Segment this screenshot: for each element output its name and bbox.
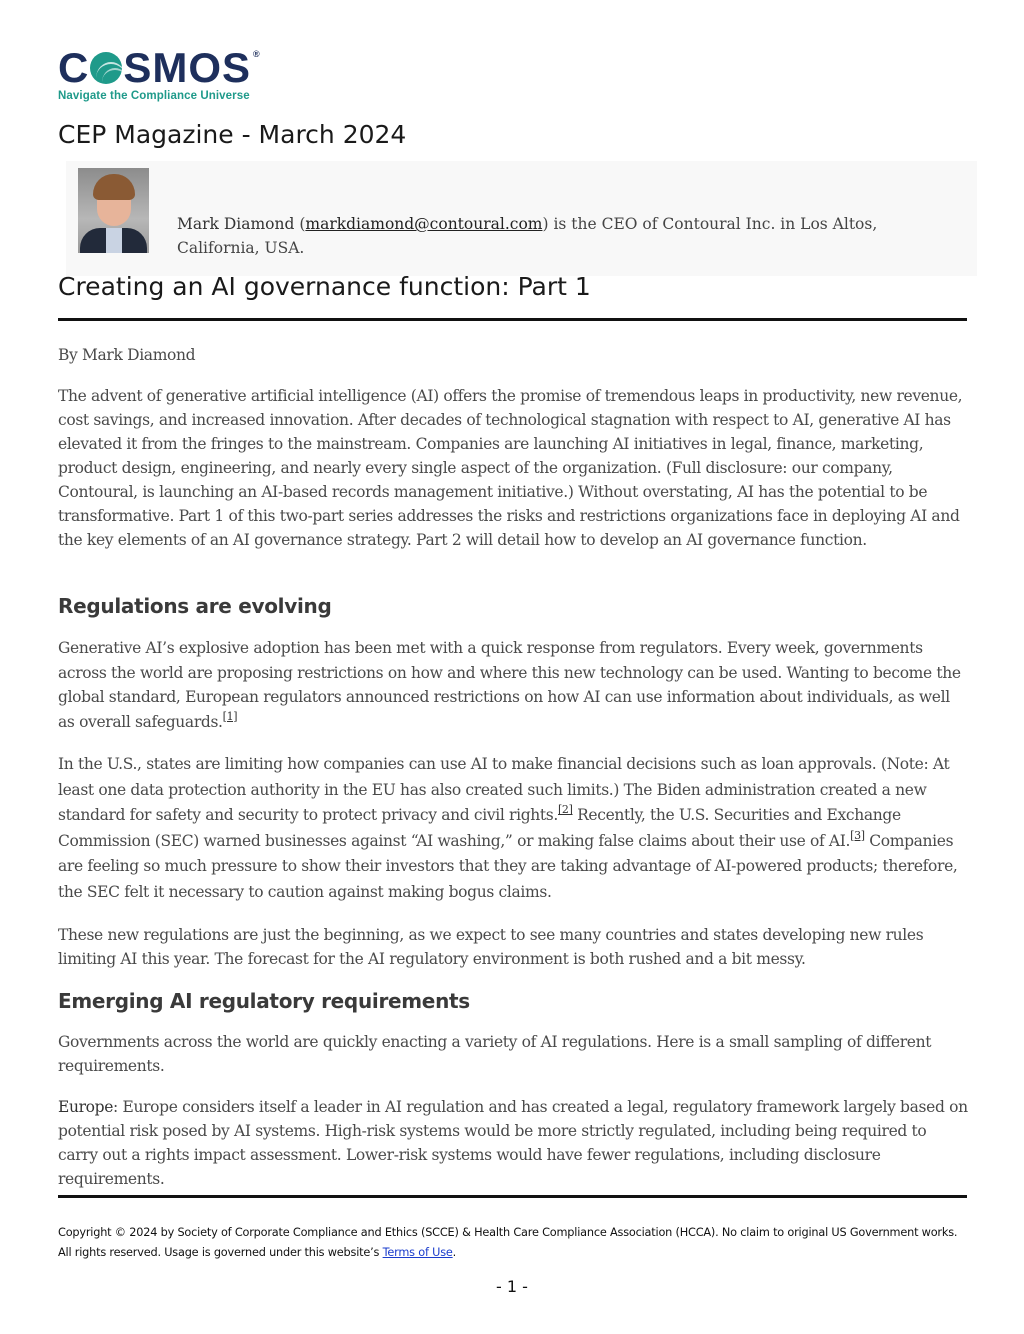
footnote-link-3[interactable]: [3] <box>850 828 865 842</box>
logo-letter-c: C <box>58 44 90 91</box>
author-headshot-icon <box>78 168 149 253</box>
paragraph-new-regulations: These new regulations are just the beginning, as we expect to see many countries and states developing new rules limiting AI this year. The forecast for the AI regulatory environment is both rushed and a bit messy. <box>58 926 924 968</box>
copyright-footer <box>58 1223 973 1263</box>
paragraph-text: In the U.S., states are limiting how companies can use AI to make financial decisions such as loan approvals. (Note: At least one data protection authority in the EU has also created such limits.) The Biden administration created a new standard for safety and security to protect privacy and civil rights. <box>58 755 950 824</box>
author-email-link[interactable]: markdiamond@contoural.com <box>305 215 543 233</box>
logo-tagline: Navigate the Compliance Universe <box>58 90 250 102</box>
logo-letters-smos: SMOS <box>123 44 252 91</box>
photo-hair <box>93 174 135 200</box>
bio-text: ) is the CEO of Contoural Inc. in Los Altos, California, USA. <box>177 215 878 257</box>
paragraph-europe <box>58 1095 970 1191</box>
bio-paren: ( <box>294 215 306 233</box>
globe-icon <box>90 52 122 84</box>
footnote-link-1[interactable]: [1] <box>222 709 238 723</box>
cosmos-logo <box>58 44 261 102</box>
paragraph-text: Generative AI’s explosive adoption has been met with a quick response from regulators. Every week, governments across the world are proposing restrictions on how and where this new technology can be used. Wanting to become the global standard, European regulators announced restrictions on how AI can use information about individuals, as well as overall safeguards. <box>58 639 961 731</box>
paragraph-text: : Europe considers itself a leader in AI regulation and has created a legal, regulatory framework largely based on potential risk posed by AI systems. High-risk systems would be more strictly regulated, including being required to carry out a rights impact assessment. Lower-risk systems would have fewer regulations, including disclosure requirements. <box>58 1098 968 1188</box>
author-box <box>66 161 977 276</box>
copyright-text: Copyright © 2024 by Society of Corporate Compliance and Ethics (SCCE) & Health Care Compliance Association (HCCA). No claim to original US Government works. All rights reserved. Usage is governed under this website’s <box>58 1226 958 1259</box>
section-heading-regulations: Regulations are evolving <box>58 594 332 618</box>
page-number: - 1 - <box>496 1277 528 1296</box>
magazine-issue: CEP Magazine - March 2024 <box>58 120 407 149</box>
photo-shirt <box>106 228 122 253</box>
paragraph-regulators <box>58 636 970 734</box>
title-divider <box>58 318 967 321</box>
author-name: Mark Diamond <box>177 215 295 233</box>
europe-label: Europe <box>58 1098 114 1116</box>
terms-of-use-link[interactable]: Terms of Use <box>382 1246 453 1259</box>
registered-mark: ® <box>253 49 261 59</box>
paragraph-governments: Governments across the world are quickly enacting a variety of AI regulations. Here is a small sampling of different requirements. <box>58 1033 932 1075</box>
paragraph-us <box>58 752 970 905</box>
footer-divider <box>58 1195 967 1198</box>
intro-paragraph: The advent of generative artificial intelligence (AI) offers the promise of tremendous leaps in productivity, new revenue, cost savings, and increased innovation. After decades of technological stagnation with respect to AI, generative AI has elevated it from the fringes to the mainstream. Companies are launching AI initiatives in legal, finance, marketing, product design, engineering, and nearly every single aspect of the organization. (Full disclosure: our company, Contoural, is launching an AI-based records management initiative.) Without overstating, AI has the potential to be transformative. Part 1 of this two-part series addresses the risks and restrictions organizations face in deploying AI and the key elements of an AI governance strategy. Part 2 will detail how to develop an AI governance function. <box>58 387 963 549</box>
logo-wordmark <box>58 44 261 91</box>
paragraph-text: Recently, the U.S. Securities and Exchange Commission (SEC) warned businesses against “AI washing,” or making false claims about their use of AI. <box>58 806 901 850</box>
footnote-link-2[interactable]: [2] <box>557 803 573 816</box>
article-title: Creating an AI governance function: Part 1 <box>58 272 591 301</box>
footer-period: . <box>452 1246 457 1259</box>
section-heading-emerging: Emerging AI regulatory requirements <box>58 989 470 1013</box>
author-bio <box>177 212 937 260</box>
byline: By Mark Diamond <box>58 346 196 364</box>
paragraph-text: Companies are feeling so much pressure to show their investors that they are taking advantage of AI-powered products; therefore, the SEC felt it necessary to caution against making bogus claims. <box>58 831 958 901</box>
